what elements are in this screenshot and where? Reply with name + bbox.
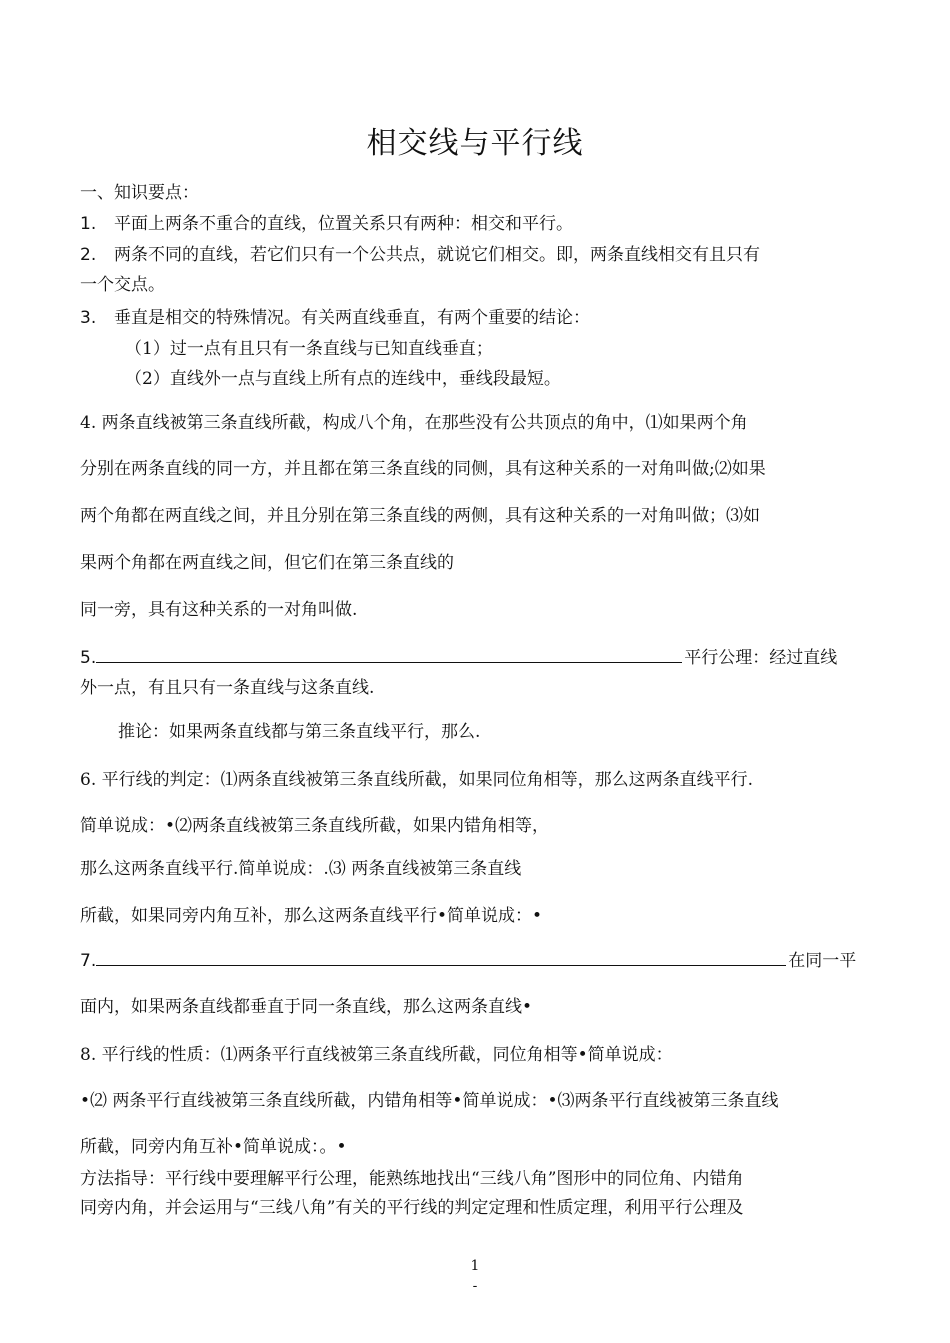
page-footer-dash: - <box>472 1278 478 1294</box>
section-heading: 一、知识要点： <box>80 183 199 203</box>
point-1-text: 平面上两条不重合的直线，位置关系只有两种：相交和平行。 <box>114 214 573 234</box>
point-7-number: 7. <box>80 951 97 971</box>
point-7 <box>80 950 880 972</box>
point-6-line-3: 那么这两条直线平行.简单说成：.⑶ 两条直线被第三条直线 <box>80 859 522 879</box>
point-3 <box>80 307 880 329</box>
point-7-blank[interactable] <box>96 950 786 966</box>
point-4-line-2: 分别在两条直线的同一方，并且都在第三条直线的同侧，具有这种关系的一对角叫做;⑵如果 <box>80 459 766 479</box>
point-7-line-2: 面内，如果两条直线都垂直于同一条直线，那么这两条直线• <box>80 997 533 1017</box>
point-3-text: 垂直是相交的特殊情况。有关两直线垂直，有两个重要的结论： <box>114 308 590 328</box>
point-8-line-3: 所截，同旁内角互补•简单说成：。• <box>80 1137 347 1157</box>
point-5-blank[interactable] <box>96 647 682 663</box>
point-6-line-4: 所截，如果同旁内角互补，那么这两条直线平行•简单说成：• <box>80 906 543 926</box>
point-8-line-2: •⑵ 两条平行直线被第三条直线所截，内错角相等•简单说成：•⑶两条平行直线被第三条直线 <box>80 1091 779 1111</box>
point-4-line-1: 4. 两条直线被第三条直线所截，构成八个角，在那些没有公共顶点的角中，⑴如果两个角 <box>80 413 748 433</box>
point-4-line-5: 同一旁，具有这种关系的一对角叫做. <box>80 600 358 620</box>
point-3-sub-2: （2）直线外一点与直线上所有点的连线中，垂线段最短。 <box>125 369 561 389</box>
method-line-1: 方法指导：平行线中要理解平行公理，能熟练地找出“三线八角”图形中的同位角、内错角 <box>80 1169 744 1189</box>
point-5-line-2: 外一点，有且只有一条直线与这条直线. <box>80 678 375 698</box>
point-2-text-a: 两条不同的直线，若它们只有一个公共点，就说它们相交。即，两条直线相交有且只有 <box>114 245 760 265</box>
point-2-continued: 一个交点。 <box>80 275 165 295</box>
point-2 <box>80 244 880 266</box>
point-7-tail: 在同一平 <box>788 951 857 971</box>
point-5-tail: 平行公理：经过直线 <box>684 648 838 668</box>
point-1-number: 1. <box>80 214 97 234</box>
point-3-number: 3. <box>80 308 97 328</box>
point-5-number: 5. <box>80 648 97 668</box>
point-4-line-4: 果两个角都在两直线之间，但它们在第三条直线的 <box>80 553 454 573</box>
method-line-2: 同旁内角，并会运用与“三线八角”有关的平行线的判定定理和性质定理，利用平行公理及 <box>80 1198 744 1218</box>
point-2-number: 2. <box>80 245 97 265</box>
point-6-line-2: 简单说成：•⑵两条直线被第三条直线所截，如果内错角相等， <box>80 816 550 836</box>
page-title: 相交线与平行线 <box>366 126 584 161</box>
point-6-line-1: 6. 平行线的判定：⑴两条直线被第三条直线所截，如果同位角相等，那么这两条直线平行. <box>80 770 754 790</box>
page-number: 1 <box>470 1258 480 1274</box>
point-4-line-3: 两个角都在两直线之间，并且分别在第三条直线的两侧，具有这种关系的一对角叫做；⑶如 <box>80 506 760 526</box>
point-3-sub-1: （1）过一点有且只有一条直线与已知直线垂直； <box>125 339 493 359</box>
point-1 <box>80 213 880 235</box>
point-8-line-1: 8. 平行线的性质：⑴两条平行直线被第三条直线所截，同位角相等•简单说成： <box>80 1045 673 1065</box>
point-5 <box>80 647 880 669</box>
point-5-corollary: 推论：如果两条直线都与第三条直线平行，那么. <box>118 722 481 742</box>
